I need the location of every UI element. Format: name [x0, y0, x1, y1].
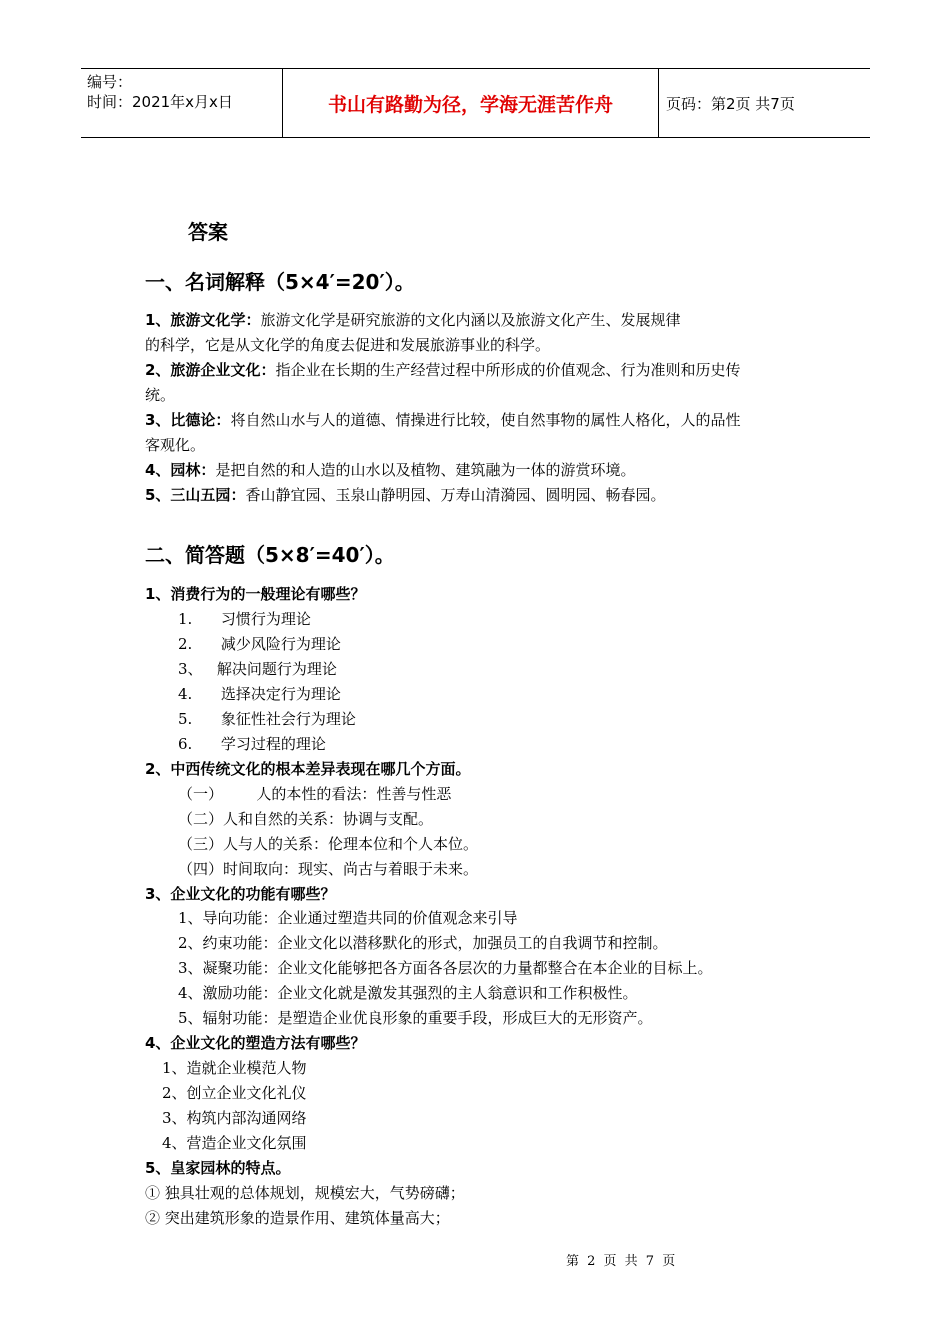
definition-text: 指企业在长期的生产经营过程中所形成的价值观念、行为准则和历史传 — [275, 361, 741, 379]
number-label: 编号： — [87, 73, 133, 91]
header-meta — [81, 69, 282, 137]
answer-item: ② 突出建筑形象的造景作用、建筑体量高大； — [145, 1209, 450, 1227]
section1-heading: 一、名词解释（5×4′=20′）。 — [145, 270, 415, 294]
question-5: 5、皇家园林的特点。 — [145, 1159, 291, 1177]
definition-term: 5、三山五园： — [145, 486, 246, 504]
definition-1 — [145, 310, 680, 330]
definition-1-cont: 的科学，它是从文化学的角度去促进和发展旅游事业的科学。 — [145, 336, 551, 354]
answer-item: 4、营造企业文化氛围 — [162, 1134, 307, 1152]
answer-item: 5. 象征性社会行为理论 — [178, 710, 356, 728]
time-label: 时间：2021年x月x日 — [87, 93, 233, 111]
answer-item: （二）人和自然的关系：协调与支配。 — [178, 810, 434, 828]
definition-2-cont: 统。 — [145, 386, 176, 404]
answer-item: 1、导向功能：企业通过塑造共同的价值观念来引导 — [178, 909, 518, 927]
definition-3-cont: 客观化。 — [145, 436, 206, 454]
definition-text: 香山静宜园、玉泉山静明园、万寿山清漪园、圆明园、畅春园。 — [245, 486, 666, 504]
answer-item: 1. 习惯行为理论 — [178, 610, 311, 628]
question-1: 1、消费行为的一般理论有哪些？ — [145, 585, 366, 603]
answer-item: 4、激励功能：企业文化就是激发其强烈的主人翁意识和工作积极性。 — [178, 984, 638, 1002]
definition-text: 是把自然的和人造的山水以及植物、建筑融为一体的游赏环境。 — [215, 461, 636, 479]
page-footer: 第 2 页 共 7 页 — [566, 1254, 678, 1269]
header-page-number: 页码：第2页 共7页 — [666, 94, 795, 113]
answer-item: 2. 减少风险行为理论 — [178, 635, 341, 653]
section2-heading: 二、简答题（5×8′=40′）。 — [145, 543, 395, 567]
answer-item: （三）人与人的关系：伦理本位和个人本位。 — [178, 835, 479, 853]
answer-item: 6. 学习过程的理论 — [178, 735, 326, 753]
answer-item: （一） 人的本性的看法：性善与性恶 — [178, 785, 452, 803]
answer-item: （四）时间取向：现实、尚古与着眼于未来。 — [178, 860, 479, 878]
definition-term: 3、比德论： — [145, 411, 231, 429]
doc-title: 答案 — [188, 220, 228, 244]
answer-item: 3、凝聚功能：企业文化能够把各方面各各层次的力量都整合在本企业的目标上。 — [178, 959, 713, 977]
definition-term: 4、园林： — [145, 461, 216, 479]
definition-4 — [145, 460, 635, 480]
definition-2 — [145, 360, 740, 380]
answer-item: 3、 解决问题行为理论 — [178, 660, 337, 678]
answer-item: ① 独具壮观的总体规划，规模宏大，气势磅礴； — [145, 1184, 465, 1202]
answer-item: 1、造就企业模范人物 — [162, 1059, 307, 1077]
definition-text: 旅游文化学是研究旅游的文化内涵以及旅游文化产生、发展规律 — [260, 311, 681, 329]
header-motto: 书山有路勤为径，学海无涯苦作舟 — [282, 69, 659, 137]
answer-item: 2、创立企业文化礼仪 — [162, 1084, 307, 1102]
definition-term: 1、旅游文化学： — [145, 311, 261, 329]
definition-text: 将自然山水与人的道德、情操进行比较，使自然事物的属性人格化，人的品性 — [230, 411, 741, 429]
definition-5 — [145, 485, 665, 505]
page-header — [81, 68, 870, 138]
answer-item: 5、辐射功能：是塑造企业优良形象的重要手段，形成巨大的无形资产。 — [178, 1009, 653, 1027]
question-4: 4、企业文化的塑造方法有哪些？ — [145, 1034, 366, 1052]
question-3: 3、企业文化的功能有哪些？ — [145, 885, 336, 903]
definition-3 — [145, 410, 740, 430]
answer-item: 3、构筑内部沟通网络 — [162, 1109, 307, 1127]
answer-item: 4. 选择决定行为理论 — [178, 685, 341, 703]
answer-item: 2、约束功能：企业文化以潜移默化的形式，加强员工的自我调节和控制。 — [178, 934, 668, 952]
question-2: 2、中西传统文化的根本差异表现在哪几个方面。 — [145, 760, 471, 778]
definition-term: 2、旅游企业文化： — [145, 361, 276, 379]
